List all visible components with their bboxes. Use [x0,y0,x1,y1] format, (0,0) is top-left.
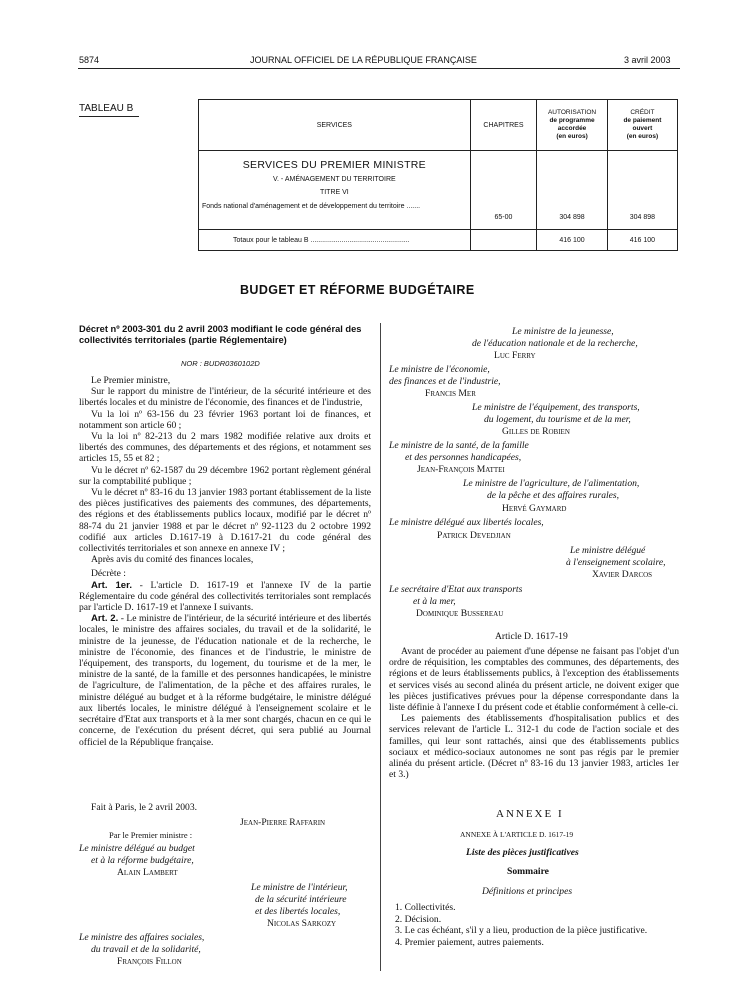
journal-title: JOURNAL OFFICIEL DE LA RÉPUBLIQUE FRANÇAISE [250,55,477,65]
par-pm: Par le Premier ministre : [109,830,193,840]
autorisation-cell: 304 898 [537,151,608,230]
sig-equipement-line2: du logement, du tourisme et de la mer, [484,414,631,425]
sig-economie-line1: Le ministre de l'économie, [389,364,490,375]
paragraph: Vu la loi nº 63-156 du 23 février 1963 portant loi de finances, et notamment son article 60 ; [79,408,371,431]
sig-sante-name: Jean-François Mattei [417,464,505,475]
sig-sante-line2: et des personnes handicapées, [405,452,522,463]
chapitre-cell: 65-00 [470,151,537,230]
sig-agriculture-line1: Le ministre de l'agriculture, de l'alimentation, [463,478,640,489]
sig-social-name: François Fillon [117,956,182,967]
titre-label: TITRE VI [319,189,349,196]
sig-social-line1: Le ministre des affaires sociales, [79,932,205,943]
sig-enseignement-line2: à l'enseignement scolaire, [566,557,666,568]
sig-enseignement-line1: Le ministre délégué [570,545,646,556]
totals-autorisation: 416 100 [537,230,608,251]
budget-table [198,99,678,251]
paragraph: Vu le décret nº 83-16 du 13 janvier 1983 portant établissement de la liste des pièces justificatives des paiements des communes, des départements, des régions et des établissements publics locaux, modifié par le décret nº 88-74 du 21 janvier 1988 et par le décret nº 92-1123 du 2 octobre 1992 codifié aux articles D.1617-19 à D.1617-21 du code général des collectivités territoriales et son annexe en annexe IV ; [79,487,371,555]
sig-jeunesse-line2: de l'éducation nationale et de la recherche, [472,338,638,349]
paragraph: Vu la loi nº 82-213 du 2 mars 1982 modifiée relative aux droits et libertés des communes, des départements et des régions, et notamment ses articles 15, 55 et 82 ; [79,431,371,465]
toc-list [395,902,679,948]
totals-credit: 416 100 [607,230,677,251]
list-item: 2. Décision. [395,913,442,925]
article-2-label: Art. 2. [91,613,119,625]
sig-libertes-line1: Le ministre délégué aux libertés locales, [389,517,544,528]
paragraph: Vu le décret nº 62-1587 du 29 décembre 1962 portant règlement général sur la comptabilité publique ; [79,464,371,487]
col-header-autorisation: AUTORISATION de programme accordée (en euros) [537,100,608,151]
list-item: 3. Le cas échéant, s'il y a lieu, production de la pièce justificative. [395,925,648,936]
definitions-heading: Définitions et principes [482,886,573,897]
sig-budget-line2: et à la réforme budgétaire, [91,855,194,866]
credit-cell: 304 898 [607,151,677,230]
list-item: 4. Premier paiement, autres paiements. [395,936,544,948]
sig-transports-name: Dominique Bussereau [416,608,504,619]
nor-reference: NOR : BUDR0360102D [181,359,260,368]
totals-row [199,230,678,251]
col-header-chapitres: CHAPITRES [470,100,537,151]
article-1: Art. 1er. - L'article D. 1617-19 et l'annexe IV de la partie Réglementaire du code général des collectivités territoriales sont remplacés par l'article D. 1617-19 et l'annexe I suivants. [79,579,371,614]
tableau-label: TABLEAU B [79,103,134,114]
sig-libertes-name: Patrick Devedjian [437,530,511,541]
paragraph: Le Premier ministre, [91,375,171,386]
section-title: SERVICES DU PREMIER MINISTRE [242,159,426,171]
issue-date: 3 avril 2003 [624,55,671,65]
decree-title: Décret nº 2003-301 du 2 avril 2003 modifiant le code général des collectivités territoriales (partie Réglementaire) [79,324,362,345]
sig-jeunesse-line1: Le ministre de la jeunesse, [512,326,614,337]
paragraph: Avant de procéder au paiement d'une dépense ne faisant pas l'objet d'un ordre de réquisition, les comptables des communes, des départements, des régions et de leurs établissements publics, à l'exception des établissements et services visés au second alinéa du présent article, ne doivent exiger que les pièces justificatives prévues pour la dépense correspondante dans la liste définie à l'annexe I du présent code et établie conformément à celle-ci. [389,646,679,714]
table-row [199,151,678,230]
annexe-list-title: Liste des pièces justificatives [466,847,579,858]
annexe-subtitle: ANNEXE À L'ARTICLE D. 1617-19 [460,830,574,839]
sig-transports-line1: Le secrétaire d'Etat aux transports [389,584,523,595]
paragraph: Après avis du comité des finances locales, [91,554,254,566]
sig-economie-line2: des finances et de l'industrie, [389,376,501,387]
paragraph: Les paiements des établissements d'hospitalisation publics et des services relevant de l'article L. 312-1 du code de l'action sociale et des familles, qui leur sont rattachés, ainsi que des établissements publics sociaux et médico-sociaux autonomes ne sont pas régis par le premier alinéa du présent article. (Décret nº 83-16 du 13 janvier 1983, articles 1er et 3.) [389,713,679,781]
totals-label: Totaux pour le tableau B ................................................... [199,230,471,251]
sig-interieur-line3: et des libertés locales, [255,906,341,917]
article-2: Art. 2. - Le ministre de l'intérieur, de la sécurité intérieure et des libertés locales, le ministre des affaires sociales, du travail et de la solidarité, le ministre de la jeunesse, de l'éducation nationale et de la recherche, le ministre de l'économie, des finances et de l'industrie, le ministre de l'équipement, des transports, du logement, du tourisme et de la mer, le ministre de la santé, de la famille et des personnes handicapées, le ministre de l'agriculture, de l'alimentation, de la pêche et des affaires rurales, le ministre délégué au budget et à la réforme budgétaire, le ministre délégué aux libertés locales, le ministre délégué à l'enseignement scolaire et le secrétaire d'Etat aux transports et à la mer sont chargés, chacun en ce qui le concerne, de l'exécution du présent décret, qui sera publié au Journal officiel de la République française. [79,613,371,748]
fait-line: Fait à Paris, le 2 avril 2003. [91,802,198,813]
decrete-label: Décrète : [91,568,126,580]
sig-sante-line1: Le ministre de la santé, de la famille [389,440,529,451]
sig-agriculture-line2: de la pêche et des affaires rurales, [487,490,620,501]
subsection-title: V. - AMÉNAGEMENT DU TERRITOIRE [273,176,396,183]
services-cell [199,151,471,230]
table-header-row [199,100,678,151]
sig-budget-name: Alain Lambert [117,867,178,878]
paragraph: Sur le rapport du ministre de l'intérieur, de la sécurité intérieure et des libertés locales et du ministre de l'économie, des finances et de l'industrie, [79,386,371,409]
sig-economie-name: Francis Mer [425,388,476,399]
annexe-title: ANNEXE I [496,808,564,820]
sig-equipement-name: Gilles de Robien [502,426,570,437]
sig-social-line2: du travail et de la solidarité, [91,944,201,955]
totals-chapitre [470,230,537,251]
page-number: 5874 [79,55,100,65]
ministry-heading: BUDGET ET RÉFORME BUDGÉTAIRE [240,283,475,297]
sig-interieur-line2: de la sécurité intérieure [255,894,347,905]
sig-equipement-line1: Le ministre de l'équipement, des transports, [472,402,640,413]
article-body [389,646,679,780]
sig-enseignement-name: Xavier Darcos [592,569,653,580]
list-item: 1. Collectivités. [395,902,456,913]
article-1-label: Art. 1er. [91,579,132,591]
sig-interieur-line1: Le ministre de l'intérieur, [251,882,348,893]
article-heading: Article D. 1617-19 [495,631,568,642]
column-divider [380,323,381,971]
sig-agriculture-name: Hervé Gaymard [502,503,567,514]
pm-signature: Jean-Pierre Raffarin [240,817,326,828]
tableau-label-underline [79,116,139,117]
col-header-credit: CRÉDIT de paiement ouvert (en euros) [607,100,677,151]
sig-jeunesse-name: Luc Ferry [494,350,536,361]
sig-budget-line1: Le ministre délégué au budget [79,843,195,854]
row-label: Fonds national d'aménagement et de développement du territoire ....... [202,203,421,210]
sommaire-heading: Sommaire [507,866,549,877]
sig-transports-line2: et à la mer, [413,596,456,607]
sig-interieur-name: Nicolas Sarkozy [267,918,337,929]
header-rule [78,68,680,69]
decree-body [79,375,371,748]
col-header-services: SERVICES [199,100,471,151]
